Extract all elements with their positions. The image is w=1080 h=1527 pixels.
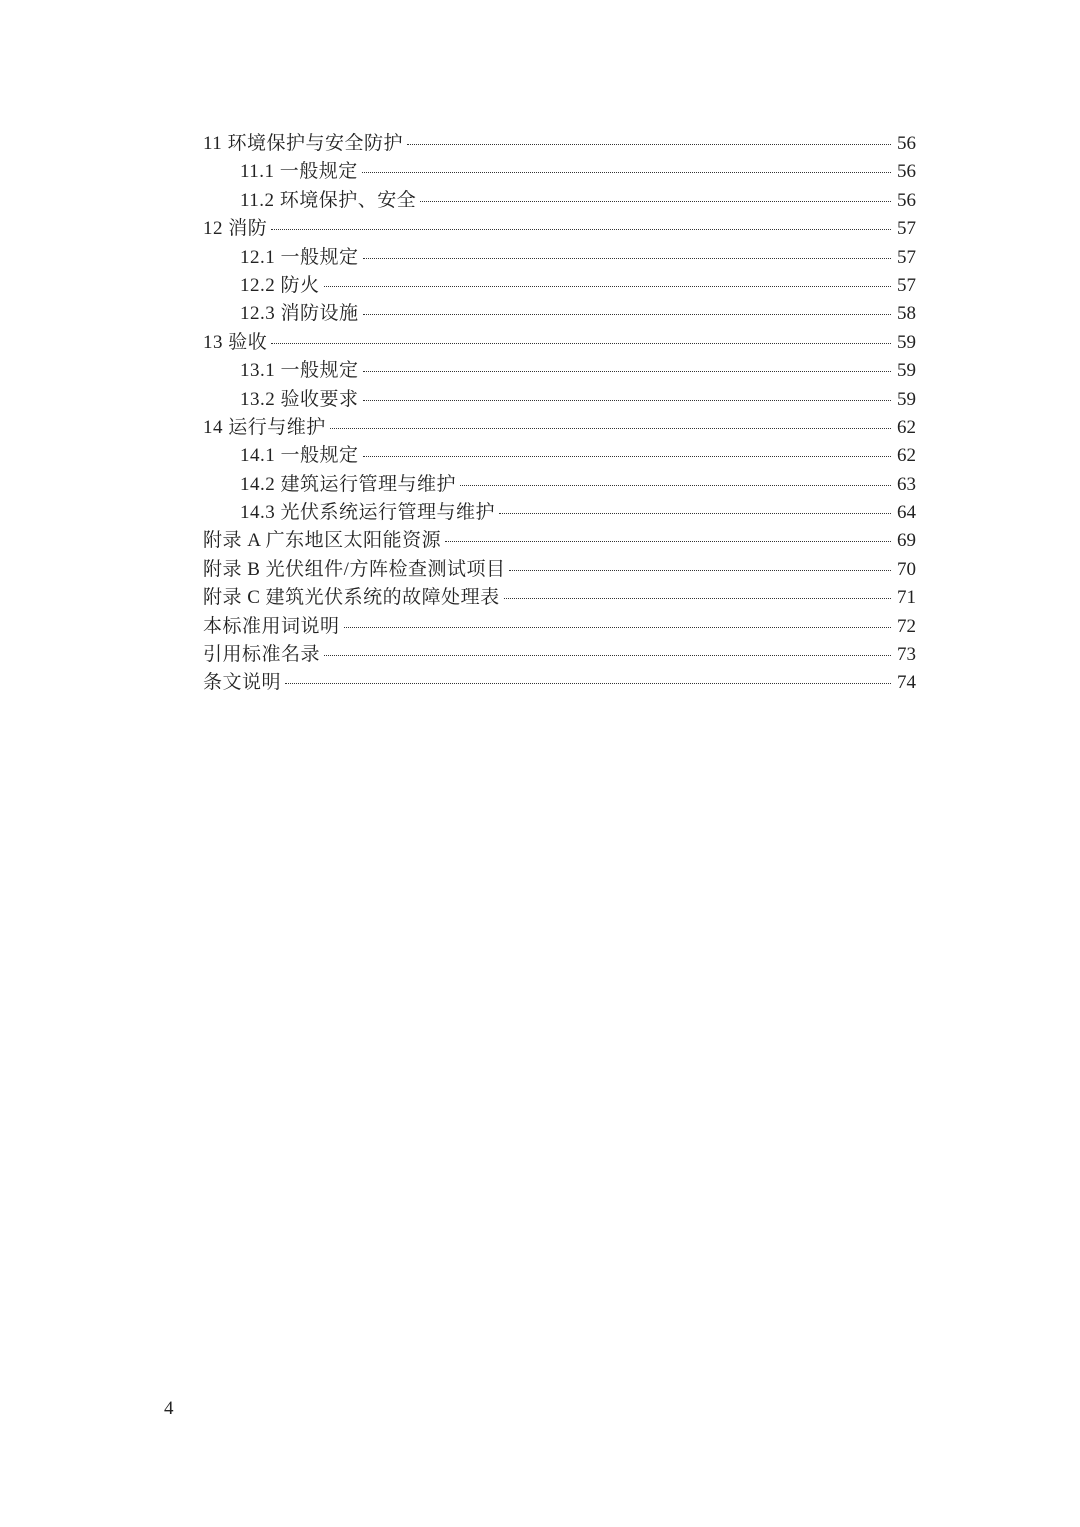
toc-entry-page: 63 [897,473,916,495]
toc-entry [203,158,916,186]
toc-entry-page: 62 [897,445,916,467]
toc-entry [203,669,916,697]
toc-entry [203,130,916,158]
toc-entry-title: 12 消防 [203,218,268,240]
toc-entry [203,357,916,385]
toc-dot-leader [363,400,891,401]
toc-dot-leader [363,371,891,372]
toc-entry-page: 57 [897,274,916,296]
toc-entry-page: 59 [897,388,916,410]
toc-entry-title: 14.3 光伏系统运行管理与维护 [240,502,496,524]
toc-entry [203,215,916,243]
toc-dot-leader [363,456,891,457]
toc-entry-title: 附录 B 光伏组件/方阵检查测试项目 [203,558,506,580]
toc-dot-leader [330,428,891,429]
toc-entry-title: 13.2 验收要求 [240,388,359,410]
toc-entry [203,499,916,527]
toc-entry-page: 59 [897,360,916,382]
toc-dot-leader [362,172,891,173]
toc-entry-page: 71 [897,587,916,609]
toc-entry [203,527,916,555]
toc-entry [203,244,916,272]
page-number: 4 [164,1398,174,1419]
toc-entry [203,187,916,215]
toc-entry [203,471,916,499]
toc-entry-page: 70 [897,558,916,580]
toc-entry-title: 条文说明 [203,672,282,694]
toc-entry [203,300,916,328]
table-of-contents [203,130,916,698]
toc-entry-page: 56 [897,133,916,154]
toc-entry-title: 13.1 一般规定 [240,360,359,382]
toc-entry [203,584,916,612]
toc-entry-title: 11.2 环境保护、安全 [240,189,417,211]
toc-dot-leader [445,541,891,542]
toc-entry-title: 附录 C 建筑光伏系统的故障处理表 [203,587,500,609]
toc-dot-leader [324,655,891,656]
toc-entry-page: 72 [897,615,916,637]
toc-entry [203,442,916,470]
toc-entry [203,641,916,669]
toc-entry-page: 58 [897,303,916,325]
toc-dot-leader [344,627,891,628]
toc-entry-title: 13 验收 [203,331,268,353]
toc-dot-leader [420,201,891,202]
toc-entry-title: 11 环境保护与安全防护 [203,133,404,154]
toc-dot-leader [460,485,891,486]
toc-entry-title: 14.1 一般规定 [240,445,359,467]
toc-entry-page: 62 [897,416,916,438]
toc-dot-leader [499,513,891,514]
toc-entry [203,556,916,584]
toc-entry [203,272,916,300]
toc-entry [203,386,916,414]
toc-entry-title: 引用标准名录 [203,644,321,666]
toc-entry-title: 附录 A 广东地区太阳能资源 [203,530,442,552]
toc-entry-page: 56 [897,189,916,211]
toc-dot-leader [504,598,891,599]
toc-dot-leader [509,570,891,571]
toc-entry-page: 59 [897,331,916,353]
toc-entry-page: 64 [897,502,916,524]
toc-entry-title: 14 运行与维护 [203,416,326,438]
toc-entry [203,414,916,442]
toc-entry-title: 12.3 消防设施 [240,303,359,325]
toc-entry-page: 57 [897,218,916,240]
toc-entry [203,329,916,357]
toc-entry-page: 56 [897,161,916,183]
toc-entry-title: 12.1 一般规定 [240,246,359,268]
toc-entry-page: 57 [897,246,916,268]
toc-entry [203,613,916,641]
toc-dot-leader [363,258,891,259]
toc-entry-page: 73 [897,644,916,666]
toc-dot-leader [271,343,891,344]
toc-entry-title: 本标准用词说明 [203,615,340,637]
toc-dot-leader [324,286,891,287]
toc-dot-leader [271,229,891,230]
toc-entry-title: 12.2 防火 [240,274,320,296]
toc-entry-page: 69 [897,530,916,552]
toc-dot-leader [285,683,891,684]
toc-entry-page: 74 [897,672,916,694]
toc-dot-leader [407,144,891,145]
toc-entry-title: 14.2 建筑运行管理与维护 [240,473,457,495]
toc-entry-title: 11.1 一般规定 [240,161,358,183]
toc-dot-leader [363,314,891,315]
